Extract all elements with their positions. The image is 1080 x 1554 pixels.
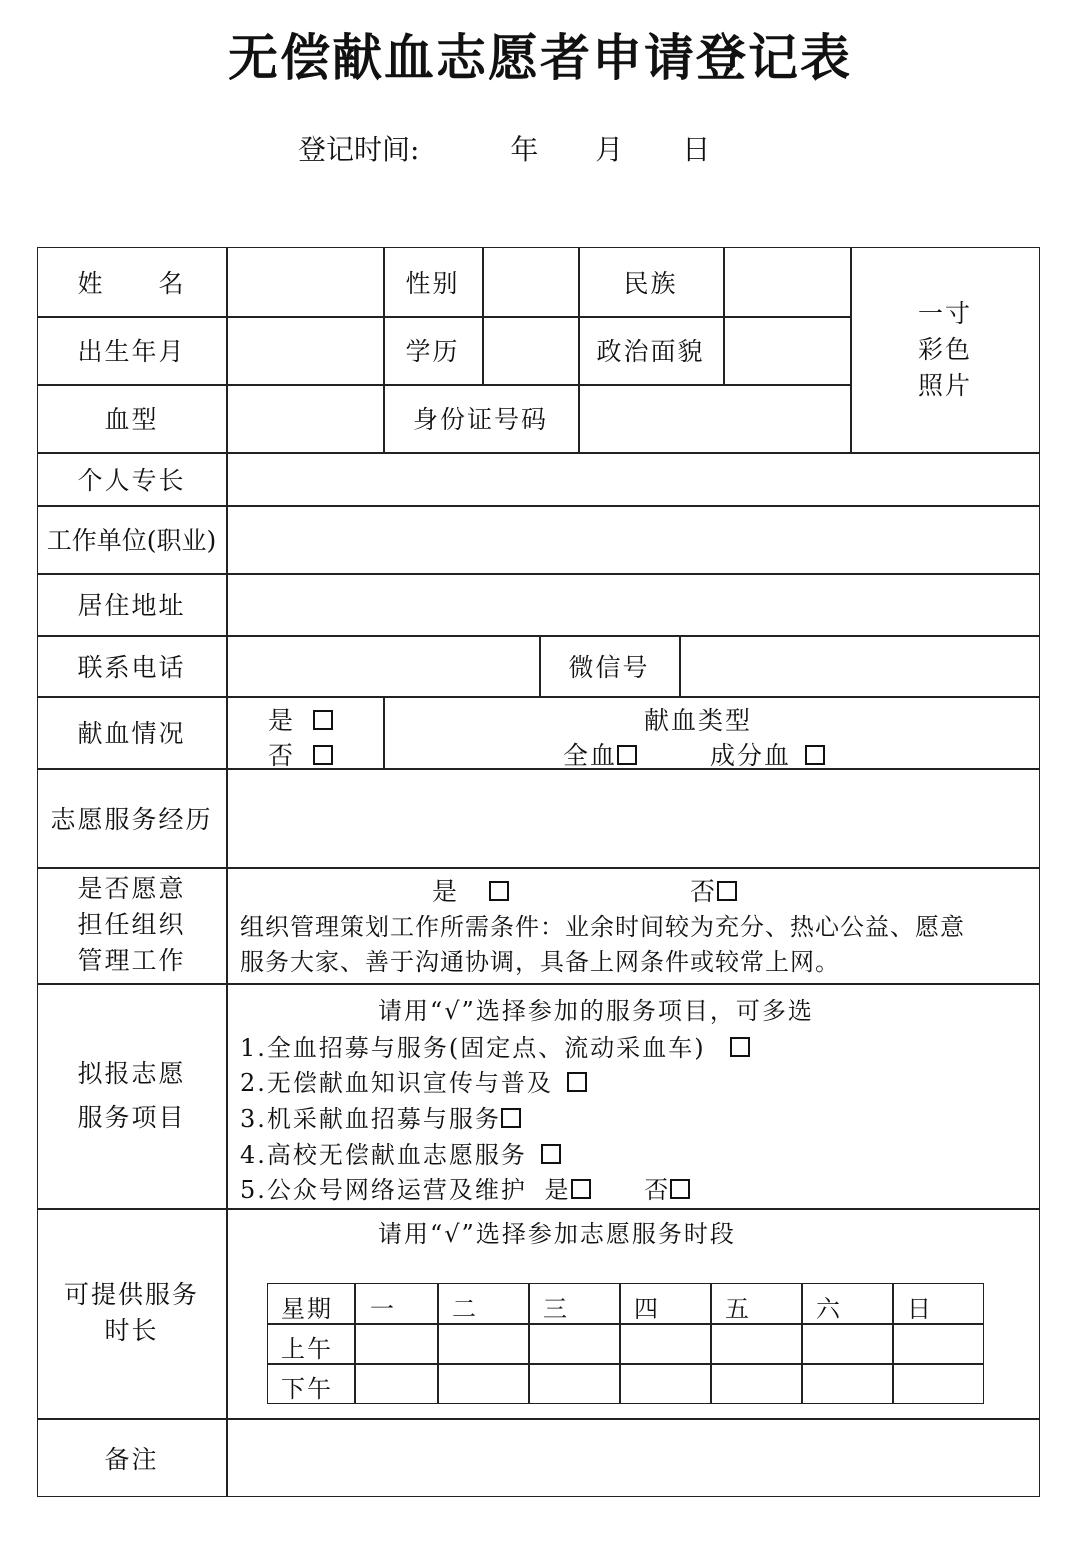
employer-label: 工作单位(职业) [46, 526, 217, 555]
org-yes-label: 是 [432, 877, 460, 906]
political-label: 政治面貌 [596, 337, 705, 366]
donation-status-label: 献血情况 [77, 719, 186, 748]
ethnicity-field[interactable] [723, 247, 850, 316]
specialty-label: 个人专长 [77, 465, 186, 495]
address-label: 居住地址 [77, 591, 186, 620]
service-item-1-checkbox[interactable] [730, 1037, 750, 1057]
gender-label: 性别 [405, 268, 460, 298]
blood-type-label: 血型 [104, 405, 159, 434]
donation-yes-option[interactable] [268, 701, 333, 737]
org-label-line-2: 担任组织 [77, 910, 186, 939]
gender-field[interactable] [482, 247, 578, 316]
birth-label: 出生年月 [77, 337, 186, 366]
name-field[interactable] [226, 247, 383, 316]
remarks-field[interactable] [226, 1418, 1040, 1497]
volunteer-history-label: 志愿服务经历 [50, 804, 213, 834]
form-title: 无偿献血志愿者申请登记表 [228, 28, 852, 87]
service-items-label [37, 983, 226, 1208]
education-label: 学历 [405, 337, 460, 366]
org-yes-checkbox[interactable] [489, 881, 509, 901]
schedule-row-afternoon: 下午 [281, 1375, 333, 1403]
component-blood-option[interactable] [710, 736, 825, 772]
schedule-row-morning: 上午 [281, 1335, 333, 1363]
org-conditions-line-1: 组织管理策划工作所需条件：业余时间较为充分、热心公益、愿意 [240, 913, 965, 941]
day-label: 日 [682, 133, 711, 166]
name-label: 姓 名 [77, 268, 186, 298]
schedule-header-fri: 五 [725, 1295, 751, 1323]
schedule-header-wed: 三 [543, 1295, 569, 1323]
id-number-field[interactable] [578, 384, 850, 452]
item5-yes-checkbox[interactable] [571, 1179, 591, 1199]
service-item-1[interactable] [240, 1028, 750, 1063]
service-instruction: 请用“√”选择参加的服务项目，可多选 [378, 997, 814, 1025]
schedule-header-mon: 一 [370, 1295, 396, 1323]
schedule-header-thu: 四 [634, 1295, 660, 1323]
donation-yes-checkbox[interactable] [313, 710, 333, 730]
specialty-field[interactable] [226, 452, 1040, 505]
photo-line-2: 彩色 [917, 334, 972, 364]
address-field[interactable] [226, 573, 1040, 635]
volunteer-history-field[interactable] [226, 768, 1040, 867]
service-item-2[interactable] [240, 1063, 587, 1098]
wechat-field[interactable] [679, 635, 1040, 696]
schedule-header-sat: 六 [816, 1295, 842, 1323]
service-item-4-label: 4.高校无偿献血志愿服务 [240, 1141, 527, 1169]
donation-yes-label: 是 [268, 706, 296, 735]
service-item-5-label: 5.公众号网络运营及维护 [240, 1176, 527, 1204]
service-label-line-2: 服务项目 [77, 1102, 186, 1132]
schedule-header-week: 星期 [281, 1295, 333, 1323]
time-label-line-1: 可提供服务 [63, 1280, 199, 1309]
org-yes-option[interactable] [432, 872, 509, 908]
phone-label: 联系电话 [77, 652, 186, 682]
remarks-label: 备注 [104, 1444, 159, 1474]
registration-label: 登记时间: [298, 133, 420, 166]
ethnicity-label: 民族 [623, 268, 678, 298]
photo-area[interactable] [850, 247, 1040, 452]
service-item-3[interactable] [240, 1099, 521, 1134]
service-item-2-label: 2.无偿献血知识宣传与普及 [240, 1069, 553, 1097]
service-item-3-checkbox[interactable] [501, 1108, 521, 1128]
time-label-line-2: 时长 [104, 1316, 159, 1345]
donation-no-checkbox[interactable] [313, 745, 333, 765]
whole-blood-option[interactable] [563, 736, 637, 772]
service-item-5 [240, 1170, 690, 1205]
org-willing-label [37, 867, 226, 983]
month-label: 月 [595, 133, 624, 166]
photo-line-1: 一寸 [917, 298, 972, 328]
wechat-label: 微信号 [568, 652, 650, 682]
service-item-3-label: 3.机采献血招募与服务 [240, 1105, 501, 1133]
service-item-4[interactable] [240, 1135, 561, 1170]
org-no-option[interactable] [690, 872, 737, 908]
component-blood-label: 成分血 [710, 741, 792, 770]
component-blood-checkbox[interactable] [805, 745, 825, 765]
whole-blood-label: 全血 [563, 741, 618, 770]
photo-line-3: 照片 [917, 370, 972, 400]
service-item-2-checkbox[interactable] [567, 1072, 587, 1092]
service-item-4-checkbox[interactable] [541, 1144, 561, 1164]
donation-no-label: 否 [268, 741, 296, 770]
service-item-1-label: 1.全血招募与服务(固定点、流动采血车) [240, 1034, 706, 1062]
org-no-label: 否 [690, 877, 718, 906]
education-field[interactable] [482, 316, 578, 384]
time-instruction: 请用“√”选择参加志愿服务时段 [378, 1220, 736, 1248]
id-number-label: 身份证号码 [412, 405, 548, 434]
whole-blood-checkbox[interactable] [617, 745, 637, 765]
phone-field[interactable] [226, 635, 539, 696]
org-no-checkbox[interactable] [717, 881, 737, 901]
time-label [37, 1208, 226, 1418]
blood-type-field[interactable] [226, 384, 383, 452]
item5-no-checkbox[interactable] [670, 1179, 690, 1199]
donation-type-label: 献血类型 [644, 706, 753, 735]
employer-field[interactable] [226, 505, 1040, 573]
registration-date-line [298, 128, 710, 168]
birth-field[interactable] [226, 316, 383, 384]
donation-no-option[interactable] [268, 736, 333, 772]
year-label: 年 [510, 133, 539, 166]
item5-no-label: 否 [644, 1176, 671, 1204]
service-label-line-1: 拟报志愿 [77, 1058, 186, 1088]
schedule-header-tue: 二 [452, 1295, 478, 1323]
political-field[interactable] [723, 316, 850, 384]
org-conditions-line-2: 服务大家、善于沟通协调，具备上网条件或较常上网。 [240, 948, 840, 976]
org-label-line-1: 是否愿意 [77, 874, 186, 903]
item5-yes-label: 是 [544, 1176, 571, 1204]
org-label-line-3: 管理工作 [77, 946, 186, 975]
schedule-header-sun: 日 [907, 1295, 933, 1323]
